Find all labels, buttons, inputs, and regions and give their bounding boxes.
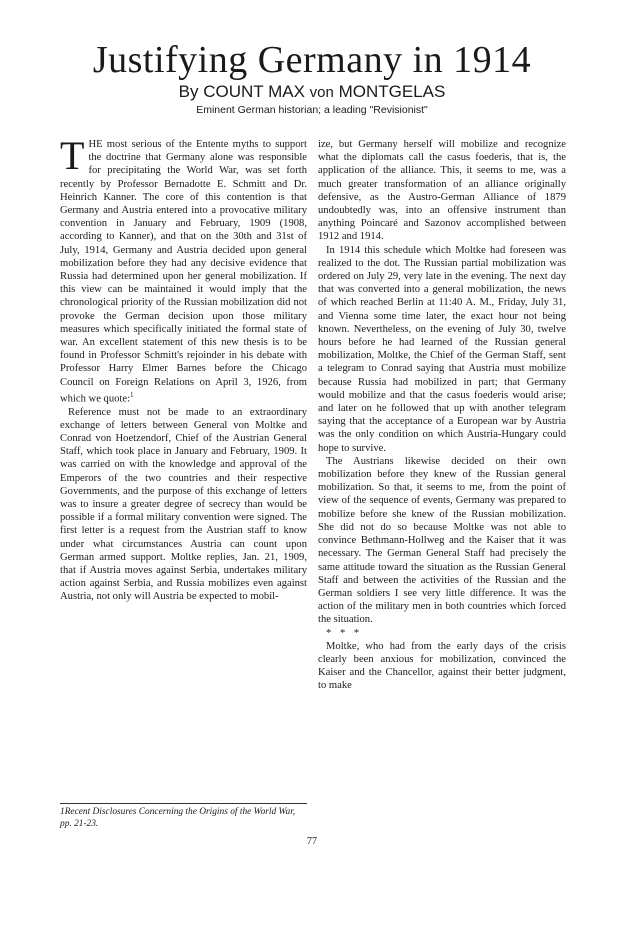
left-column: [60, 133, 307, 604]
paragraph-6: Moltke, who had from the early days of the crisis clearly been anxious for mobilization, convinced the Kaiser and the Chancellor, against their better judgment, to make: [318, 640, 566, 692]
footnote: 1Recent Disclosures Concerning the Origins of the World War, pp. 21-23.: [60, 803, 307, 830]
byline-prefix: By COUNT MAX: [178, 82, 305, 101]
section-break: * * *: [326, 627, 363, 639]
byline-particle: von: [309, 84, 334, 101]
right-column: [318, 138, 566, 693]
paragraph-1: [60, 133, 307, 406]
author-description: Eminent German historian; a leading "Revisionist": [196, 104, 428, 116]
drop-cap: T: [60, 133, 85, 178]
paragraph-1-text: HE most serious of the Entente myths to support the doctrine that Germany alone was responsible for precipitating the World War, was set forth recently by Professor Bernadotte E. Schmitt and Dr. Heinrich Kanner. The core of this contention is that Germany and Austria entered into a provocative military convention in January and February, 1909 (1908, according to Kanner), and that on the 30th and 31st of July, 1914, Germany and Austria decided upon general mobilization before they had any decisive evidence that Russia had determined upon her general mobilization. If this view can be maintained it would imply that the chronological priority of the Russian mobilization did not provoke the German decision upon those military measures which specifically initiated the formal state of war. An excellent statement of this new thesis is to be found in Professor Schmitt's rejoinder in his debate with Professor Harry Elmer Barnes before the Chicago Council on Foreign Relations on April 3, 1926, from which we quote:: [60, 139, 307, 405]
paragraph-3: ize, but Germany herself will mobilize and recognize what the diplomats call the casus foederis, that is, the application of the alliance. This, it seems to me, was a much greater transformation of an alliance originally defensive, as the Austro-German Alliance of 1879 undoubtedly was, into an offensive instrument than anything Poincaré and Sazonov accomplished between 1912 and 1914.: [318, 139, 566, 243]
paragraph-2: Reference must not be made to an extraordinary exchange of letters between General von Moltke and Conrad von Hoetzendorf, Chief of the Austrian General Staff, which took place in January and February, 1909. It was carried on with the knowledge and approval of the Emperors of the two countries and their respective Governments, and the purpose of this exchange of letters was to insure a greater degree of secrecy than would be possible if a formal military convention were signed. The first letter is a request from the Austrian staff to know under what circumstances Austria can count upon German armed support. Moltke replies, Jan. 21, 1909, that if Austria moves against Serbia, undertakes military action against Serbia, and Russia mobilizes even against Austria, not only will Austria be expected to mobil-: [60, 406, 307, 603]
article-title: Justifying Germany in 1914: [92, 39, 532, 81]
page-number: 77: [307, 836, 317, 847]
paragraph-4: In 1914 this schedule which Moltke had foreseen was realized to the dot. The Russian partial mobilization was ordered on July 29, very late in the evening. The next day that was converted into a general mobilization, the news of which reached Berlin at 11:40 A. M., Friday, July 31, and Vienna some time later, the exact hour not being known. Nevertheless, on the evening of July 30, twelve hours before he had learned of the Russian general mobilization, Moltke, the Chief of the German Staff, sent a telegram to Conrad saying that Austria must mobilize because Russia had mobilized in part; that Germany would mobilize and that the casus foederis would arise; and later on he followed that up with another telegram saying that the acceptance of a European war by Austria was the only condition on which Austria-Hungary could hope to survive.: [318, 244, 566, 454]
byline: [0, 82, 624, 103]
footnote-mark: 1: [130, 390, 134, 399]
byline-surname: MONTGELAS: [338, 82, 446, 101]
paragraph-5: The Austrians likewise decided on their own mobilization before they knew of the Russian general mobilization. So that, it seems to me, from the point of view of the sequence of events, Germany was prepared to mobilize before she knew of the Russian mobilization. She did not do so because Moltke was not able to convince Bethmann-Hollweg and the Kaiser that it was necessary. The German General Staff had precisely the same attitude toward the situation as the Russian General Staff and between the activities of the Russian and the German soldiers I see very little difference. It was the action of the military men in both countries which forced the situation.: [318, 455, 566, 626]
